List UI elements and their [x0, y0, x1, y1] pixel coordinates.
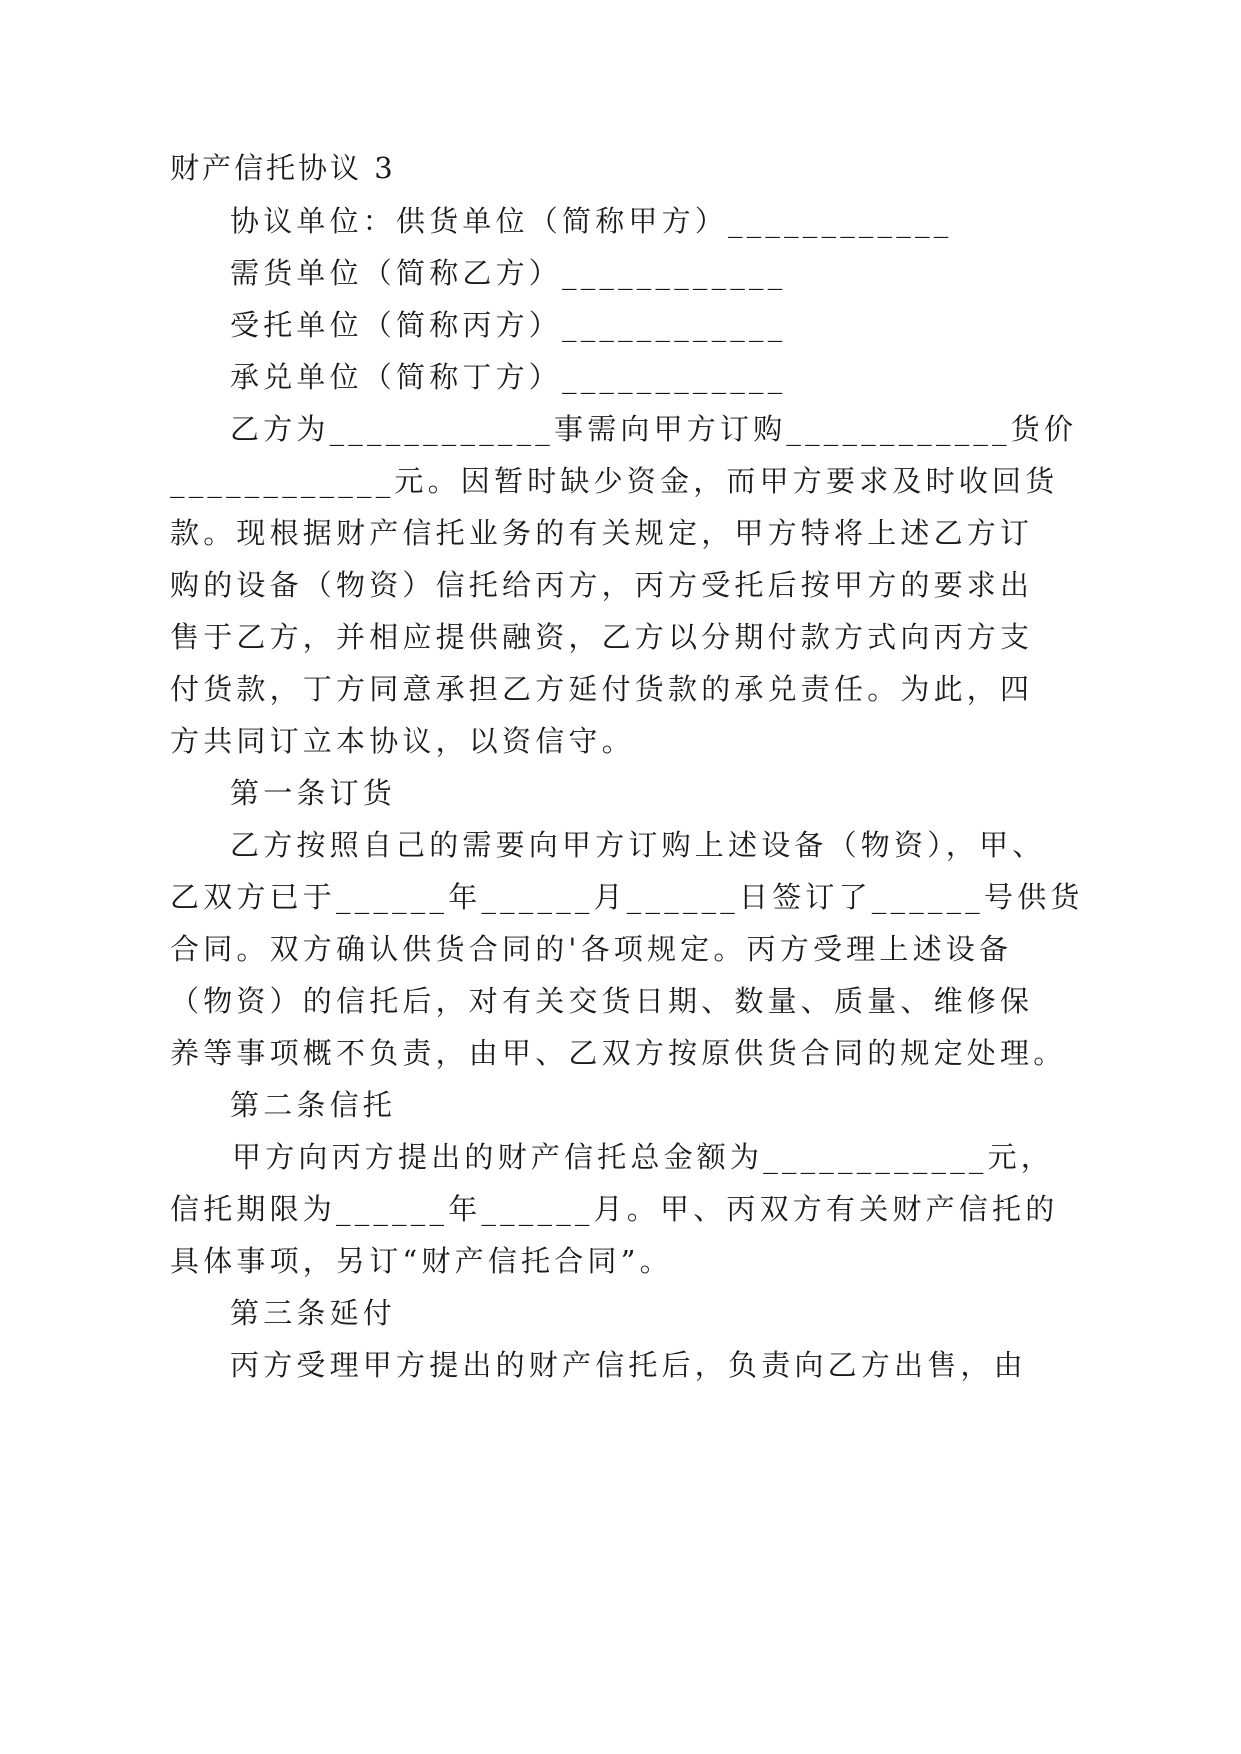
paragraph-line: ____________元。因暂时缺少资金，而甲方要求及时收回货 [170, 464, 1059, 498]
paragraph-line: 合同。双方确认供货合同的'各项规定。丙方受理上述设备 [170, 932, 1013, 966]
party-a-line: 协议单位：供货单位（简称甲方）____________ [230, 204, 953, 238]
paragraph-line: 具体事项，另订“财产信托合同”。 [170, 1244, 673, 1278]
section-heading: 第三条延付 [230, 1296, 397, 1330]
paragraph-line: 购的设备（物资）信托给丙方，丙方受托后按甲方的要求出 [170, 568, 1034, 602]
section-heading: 第二条信托 [230, 1088, 397, 1122]
paragraph-line: 甲方向丙方提出的财产信托总金额为____________元， [232, 1140, 1055, 1174]
paragraph-line: （物资）的信托后，对有关交货日期、数量、质量、维修保 [170, 984, 1034, 1018]
paragraph-line: 丙方受理甲方提出的财产信托后，负责向乙方出售，由 [230, 1348, 1027, 1382]
party-b-line: 需货单位（简称乙方）____________ [230, 256, 787, 290]
paragraph-line: 乙方按照自己的需要向甲方订购上述设备（物资），甲、 [230, 828, 1046, 862]
paragraph-line: 售于乙方，并相应提供融资，乙方以分期付款方式向丙方支 [170, 620, 1034, 654]
document-title: 财产信托协议 3 [170, 151, 396, 185]
paragraph-line: 乙双方已于______年______月______日签订了______号供货 [170, 880, 1084, 914]
paragraph-line: 方共同订立本协议，以资信守。 [170, 724, 635, 758]
section-heading: 第一条订货 [230, 776, 397, 810]
paragraph-line: 信托期限为______年______月。甲、丙双方有关财产信托的 [170, 1192, 1059, 1226]
paragraph-line: 付货款，丁方同意承担乙方延付货款的承兑责任。为此，四 [170, 672, 1034, 706]
paragraph-line: 款。现根据财产信托业务的有关规定，甲方特将上述乙方订 [170, 516, 1034, 550]
paragraph-line: 养等事项概不负责，由甲、乙双方按原供货合同的规定处理。 [170, 1036, 1067, 1070]
party-c-line: 受托单位（简称丙方）____________ [230, 308, 787, 342]
party-d-line: 承兑单位（简称丁方）____________ [230, 360, 787, 394]
paragraph-line: 乙方为____________事需向甲方订购____________货价 [230, 412, 1078, 446]
